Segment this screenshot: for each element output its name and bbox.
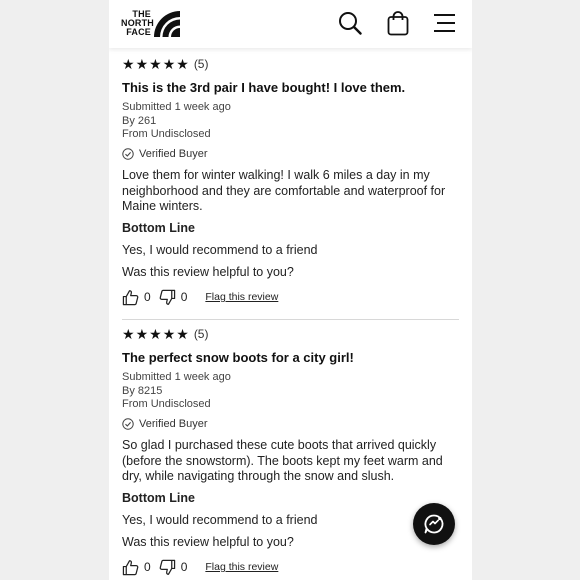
review-title: The perfect snow boots for a city girl! [122,350,354,365]
thumbs-up-icon[interactable] [122,289,139,306]
logo-line-3: FACE [126,27,151,37]
chat-button[interactable] [413,503,455,545]
rating-count: (5) [193,327,209,341]
chat-icon [422,512,446,536]
star-rating [122,57,208,71]
review-location: From Undisclosed [122,398,211,410]
review-location: From Undisclosed [122,128,211,140]
flag-review-link[interactable]: Flag this review [205,291,279,303]
review-submitted: Submitted 1 week ago [122,371,231,383]
logo-line-2: NORTH [121,18,154,28]
thumbs-down-icon[interactable] [159,289,176,306]
helpful-no-count: 0 [180,290,188,304]
thumbs-up-icon[interactable] [122,559,139,576]
star-icon: ★ [162,326,176,342]
verified-buyer-badge [122,148,207,160]
star-icon: ★ [122,326,135,342]
site-header [109,0,472,48]
rating-count: (5) [193,57,209,71]
search-icon[interactable] [338,11,362,40]
review-divider [122,319,459,320]
star-rating [122,327,208,341]
recommendation-text: Yes, I would recommend to a friend [122,513,318,527]
menu-icon[interactable] [432,13,457,38]
star-icon: ★ [135,326,149,342]
bottom-line-heading: Bottom Line [122,491,195,505]
product-reviews-page [109,0,472,580]
star-icon: ★ [122,56,135,72]
review-author: By 8215 [122,385,163,397]
helpful-yes-count: 0 [144,560,151,574]
star-icon: ★ [176,326,189,342]
helpful-votes [122,287,278,307]
verified-buyer-label: Verified Buyer [139,148,208,160]
helpful-question: Was this review helpful to you? [122,535,294,549]
star-icon: ★ [149,326,162,342]
check-circle-icon [122,148,134,160]
logo-line-1: THE [132,9,151,19]
star-icon: ★ [135,56,149,72]
the-north-face-logo[interactable] [121,10,183,38]
review-submitted: Submitted 1 week ago [122,101,231,113]
star-icon: ★ [162,56,176,72]
thumbs-down-icon[interactable] [159,559,176,576]
review-author: By 261 [122,115,157,127]
helpful-no-count: 0 [180,560,188,574]
review-body: So glad I purchased these cute boots that arrived quickly (before the snowstorm). The boots kept my feet warm and dry, while navigating through the snow and slush. [122,438,443,483]
helpful-votes [122,557,278,577]
helpful-yes-count: 0 [144,290,151,304]
review-body: Love them for winter walking! I walk 6 miles a day in my neighborhood and they are comfortable and waterproof for Maine winters. [122,168,446,213]
helpful-question: Was this review helpful to you? [122,265,294,279]
review-title: This is the 3rd pair I have bought! I love them. [122,80,406,95]
star-icon: ★ [149,56,162,72]
check-circle-icon [122,418,134,430]
recommendation-text: Yes, I would recommend to a friend [122,243,318,257]
shopping-bag-icon[interactable] [387,11,409,41]
verified-buyer-label: Verified Buyer [139,418,208,430]
star-icon: ★ [176,56,189,72]
bottom-line-heading: Bottom Line [122,221,195,235]
verified-buyer-badge [122,418,207,430]
flag-review-link[interactable]: Flag this review [205,561,279,573]
half-dome-icon [153,10,181,37]
